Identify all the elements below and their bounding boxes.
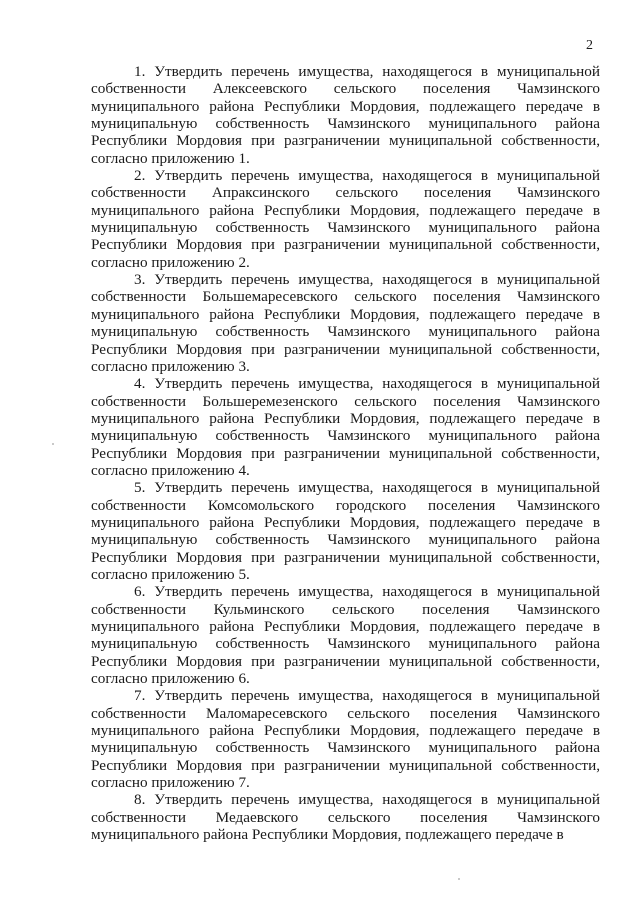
scan-speck (52, 443, 54, 445)
document-body (91, 63, 600, 843)
paragraph-1: 1. Утвердить перечень имущества, находящегося в муниципальной собственности Алексеевского сельского поселения Чамзинского муниципального района Республики Мордовия, подлежащего передаче в муниципальную собственность Чамзинского муниципального района Республики Мордовия при разграничении муниципальной собственности, согласно приложению 1. (91, 63, 600, 167)
paragraph-6: 6. Утвердить перечень имущества, находящегося в муниципальной собственности Кульминского сельского поселения Чамзинского муниципального района Республики Мордовия, подлежащего передаче в муниципальную собственность Чамзинского муниципального района Республики Мордовия при разграничении муниципальной собственности, согласно приложению 6. (91, 583, 600, 688)
paragraph-4: 4. Утвердить перечень имущества, находящегося в муниципальной собственности Большеремезенского сельского поселения Чамзинского муниципального района Республики Мордовия, подлежащего передаче в муниципальную собственность Чамзинского муниципального района Республики Мордовия при разграничении муниципальной собственности, согласно приложению 4. (91, 375, 600, 479)
paragraph-7: 7. Утвердить перечень имущества, находящегося в муниципальной собственности Маломаресевского сельского поселения Чамзинского муниципального района Республики Мордовия, подлежащего передаче в муниципальную собственность Чамзинского муниципального района Республики Мордовия при разграничении муниципальной собственности, согласно приложению 7. (91, 687, 600, 792)
paragraph-8: 8. Утвердить перечень имущества, находящегося в муниципальной собственности Медаевского сельского поселения Чамзинского муниципального района Республики Мордовия, подлежащего передаче в (91, 791, 600, 844)
paragraph-3: 3. Утвердить перечень имущества, находящегося в муниципальной собственности Большемаресевского сельского поселения Чамзинского муниципального района Республики Мордовия, подлежащего передаче в муниципальную собственность Чамзинского муниципального района Республики Мордовия при разграничении муниципальной собственности, согласно приложению 3. (91, 271, 600, 375)
page-number: 2 (586, 38, 593, 53)
paragraph-2: 2. Утвердить перечень имущества, находящегося в муниципальной собственности Апраксинского сельского поселения Чамзинского муниципального района Республики Мордовия, подлежащего передаче в муниципальную собственность Чамзинского муниципального района Республики Мордовия при разграничении муниципальной собственности, согласно приложению 2. (91, 167, 600, 271)
paragraph-5: 5. Утвердить перечень имущества, находящегося в муниципальной собственности Комсомольского городского поселения Чамзинского муниципального района Республики Мордовия, подлежащего передаче в муниципальную собственность Чамзинского муниципального района Республики Мордовия при разграничении муниципальной собственности, согласно приложению 5. (91, 479, 600, 583)
scan-speck (458, 878, 460, 880)
